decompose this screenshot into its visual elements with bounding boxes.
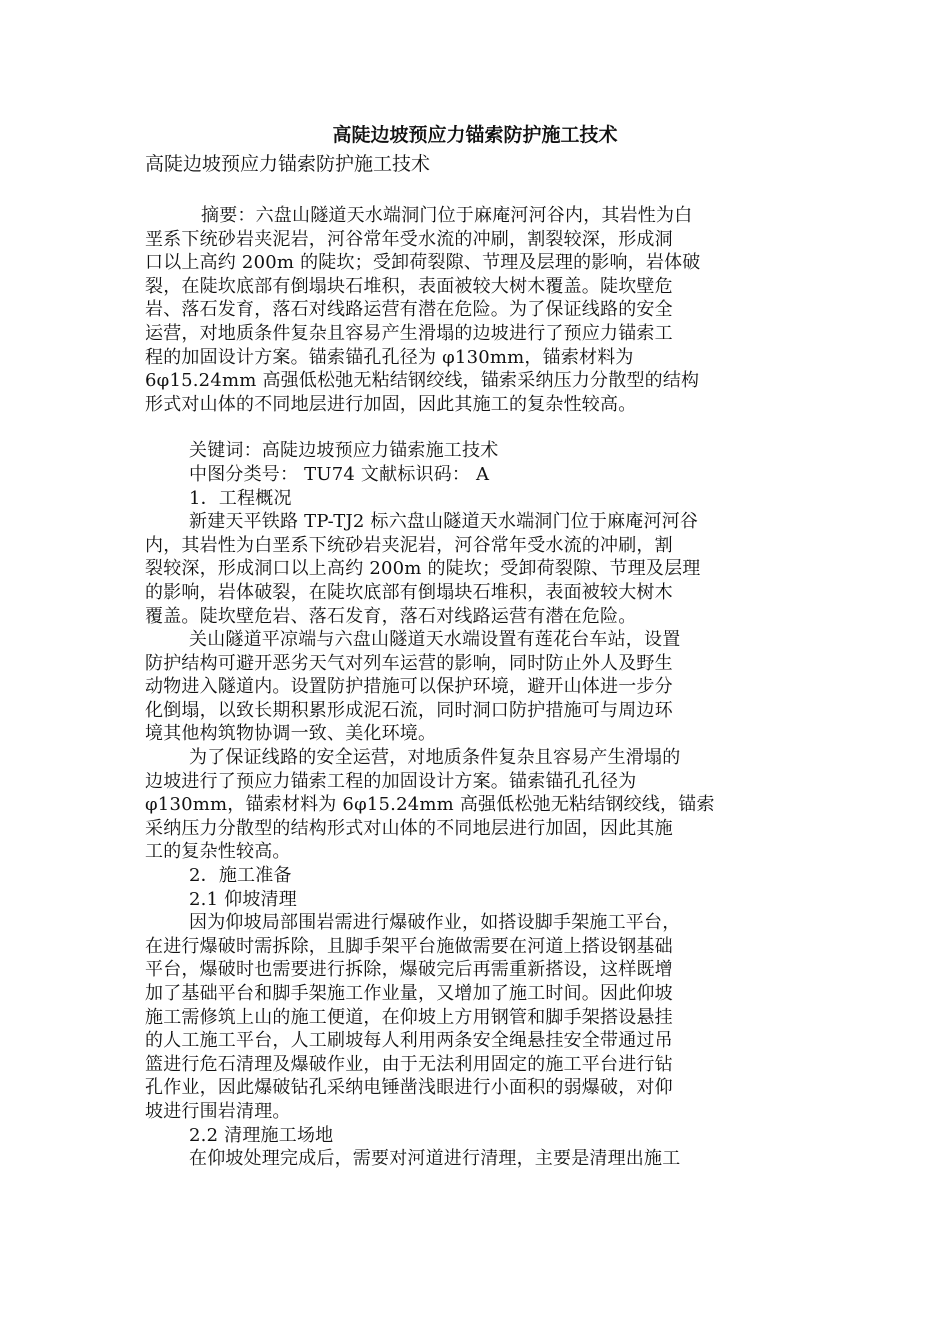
document-title: 高陡边坡预应力锚索防护施工技术	[332, 124, 618, 146]
paragraph-line: 裂较深，形成洞口以上高约 200m 的陡坎；受卸荷裂隙、节理及层理	[145, 558, 701, 580]
paragraph-line: 在仰坡处理完成后，需要对河道进行清理，主要是清理出施工	[189, 1148, 681, 1170]
paragraph-line: 在进行爆破时需拆除，且脚手架平台施做需要在河道上搭设钢基础	[145, 935, 673, 957]
paragraph-line: 覆盖。陡坎壁危岩、落石发育，落石对线路运营有潜在危险。	[145, 605, 637, 627]
abstract-line: 6φ15.24mm 高强低松弛无粘结钢绞线，锚索采纳压力分散型的结构	[145, 370, 700, 392]
paragraph-line: 加了基础平台和脚手架施工作业量，又增加了施工时间。因此仰坡	[145, 983, 673, 1004]
paragraph	[145, 628, 805, 746]
paragraph-line: 因为仰坡局部围岩需进行爆破作业，如搭设脚手架施工平台，	[189, 912, 681, 934]
spacer	[145, 416, 805, 439]
paragraph-line: 新建天平铁路 TP-TJ2 标六盘山隧道天水端洞门位于麻庵河河谷	[189, 511, 699, 533]
paragraph-line: 内，其岩性为白垩系下统砂岩夹泥岩，河谷常年受水流的冲刷，割	[145, 534, 673, 556]
abstract-line: 口以上高约 200m 的陡坎；受卸荷裂隙、节理及层理的影响，岩体破	[145, 252, 701, 274]
paragraph	[145, 510, 805, 628]
paragraph	[145, 911, 805, 1123]
abstract-line: 垩系下统砂岩夹泥岩，河谷常年受水流的冲刷，割裂较深，形成洞	[145, 228, 673, 250]
keywords: 关键词：高陡边坡预应力锚索施工技术	[189, 440, 499, 462]
paragraph-line: 平台，爆破时也需要进行拆除，爆破完后再需重新搭设，这样既增	[145, 959, 673, 981]
paragraph-line: 采纳压力分散型的结构形式对山体的不同地层进行加固，因此其施	[145, 817, 673, 839]
paragraph-line: 篮进行危石清理及爆破作业，由于无法利用固定的施工平台进行钻	[145, 1053, 673, 1075]
paragraph-line: 的人工施工平台，人工刷坡每人利用两条安全绳悬挂安全带通过吊	[145, 1030, 673, 1052]
section-heading: 2．施工准备	[189, 865, 292, 887]
paragraph-line: 为了保证线路的安全运营，对地质条件复杂且容易产生滑塌的	[189, 747, 681, 769]
paragraph-line: 的影响，岩体破裂，在陡坎底部有倒塌块石堆积，表面被较大树木	[145, 581, 673, 603]
paragraph-line: 关山隧道平凉端与六盘山隧道天水端设置有莲花台车站，设置	[189, 629, 681, 651]
abstract-line: 形式对山体的不同地层进行加固，因此其施工的复杂性较高。	[145, 393, 637, 415]
paragraph	[145, 746, 805, 864]
abstract-line: 岩、落石发育，落石对线路运营有潜在危险。为了保证线路的安全	[145, 299, 673, 321]
section-heading: 1．工程概况	[189, 487, 292, 509]
paragraph-line: 坡进行围岩清理。	[145, 1100, 291, 1122]
paragraph-line: 防护结构可避开恶劣天气对列车运营的影响，同时防止外人及野生	[145, 652, 673, 674]
abstract	[145, 204, 805, 416]
abstract-line: 摘要：六盘山隧道天水端洞门位于麻庵河河谷内，其岩性为白	[201, 205, 693, 226]
abstract-line: 程的加固设计方案。锚索锚孔孔径为 φ130mm，锚索材料为	[145, 346, 634, 368]
abstract-line: 裂，在陡坎底部有倒塌块石堆积，表面被较大树木覆盖。陡坎壁危	[145, 275, 673, 297]
subsection-heading: 2.2 清理施工场地	[189, 1124, 334, 1146]
paragraph-line: 工的复杂性较高。	[145, 841, 291, 863]
paragraph-line: 境其他构筑物协调一致、美化环境。	[145, 723, 437, 745]
paragraph-line: 化倒塌，以致长期积累形成泥石流，同时洞口防护措施可与周边环	[145, 699, 673, 721]
paragraph	[145, 1147, 805, 1171]
subsection-heading: 2.1 仰坡清理	[189, 888, 297, 910]
paragraph-line: 孔作业，因此爆破钻孔采纳电锤凿浅眼进行小面积的弱爆破，对仰	[145, 1077, 673, 1099]
document-page	[145, 120, 805, 1171]
document-subtitle: 高陡边坡预应力锚索防护施工技术	[145, 153, 431, 175]
paragraph-line: 边坡进行了预应力锚索工程的加固设计方案。锚索锚孔孔径为	[145, 770, 637, 792]
abstract-line: 运营，对地质条件复杂且容易产生滑塌的边坡进行了预应力锚索工	[145, 322, 673, 344]
paragraph-line: 动物进入隧道内。设置防护措施可以保护环境，避开山体进一步分	[145, 676, 673, 698]
paragraph-line: φ130mm，锚索材料为 6φ15.24mm 高强低松弛无粘结钢绞线，锚索	[145, 794, 715, 816]
classification: 中图分类号： TU74 文献标识码： A	[189, 463, 490, 485]
paragraph-line: 施工需修筑上山的施工便道，在仰坡上方用钢管和脚手架搭设悬挂	[145, 1006, 673, 1028]
